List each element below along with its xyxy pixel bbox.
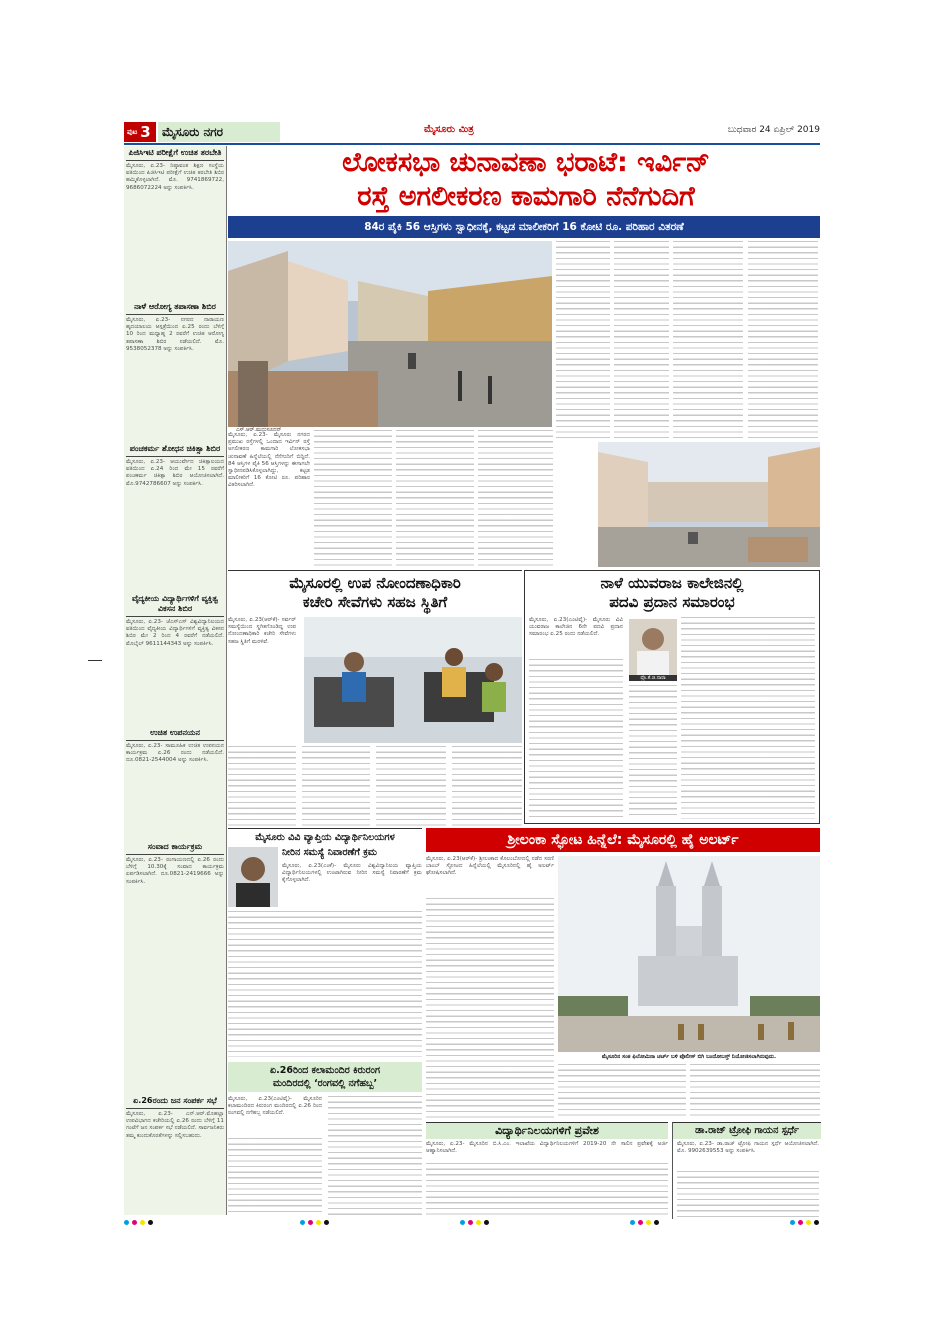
story-headline: ಡಾ.ರಾಜ್ ಟ್ರೋಫಿ ಗಾಯನ ಸ್ಪರ್ಧೆ bbox=[673, 1123, 821, 1139]
lead-body-column bbox=[556, 241, 610, 441]
story-body: ಮೈಸೂರು, ಏ.23(ಆರ್‌ಕೆ)- ಸರ್ವರ್ ಸಮಸ್ಯೆಯಿಂದ ಸ್ಥಗಿತಗೊಂಡಿದ್ದ ಉಪ ನೋಂದಣಾಧಿಕಾರಿ ಕಚೇರಿ ಸೇವೆಗಳು ಸಹಜ ಸ್ಥಿತಿಗೆ ಮರಳಿವೆ. bbox=[228, 617, 296, 645]
story-body-column bbox=[681, 617, 815, 819]
lead-body-column bbox=[314, 430, 392, 570]
lead-body-column bbox=[614, 241, 669, 441]
lead-headline-line1: ಲೋಕಸಭಾ ಚುನಾವಣಾ ಭರಾಟೆ: ಇರ್ವಿನ್ bbox=[342, 147, 710, 178]
sidebar-brief-title: ಸಂವಾದ ಕಾರ್ಯಕ್ರಮ bbox=[126, 842, 224, 855]
story-headline bbox=[228, 831, 422, 844]
lead-body-column bbox=[748, 241, 818, 441]
registration-marks bbox=[460, 1220, 489, 1225]
sidebar-brief-body: ಮೈಸೂರು, ಏ.23- ಆಯುರ್ವೇದ ಚಿಕಿತ್ಸಾಲಯದ ವತಿಯಿಂದ ಏ.24 ರಿಂದ ಮೇ 15 ರವರೆಗೆ ಪಂಚಕರ್ಮ ಚಿಕಿತ್ಸಾ ಶಿಬಿರ ಆಯೋಜಿಸಲಾಗಿದೆ. ಮೊ.9742786607 ಅನ್ನು ಸಂಪರ್ಕಿಸಿ. bbox=[126, 459, 224, 487]
story-trophy bbox=[672, 1122, 821, 1219]
story-body-column bbox=[328, 1096, 422, 1216]
lead-body-text: ಮೈಸೂರು, ಏ.23- ಮೈಸೂರು ನಗರದ ಪ್ರಮುಖ ರಸ್ತೆಗಳಲ್ಲಿ ಒಂದಾದ ಇರ್ವಿನ್ ರಸ್ತೆ ಅಗಲೀಕರಣ ಕಾಮಗಾರಿ ಲೋಕಸಭಾ ಚುನಾವಣೆ ಹಿನ್ನೆಲೆಯಲ್ಲಿ ನೆನೆಗುದಿಗೆ ಬಿದ್ದಿದೆ. 84 ಆಸ್ತಿಗಳ ಪೈಕಿ 56 ಆಸ್ತಿಗಳನ್ನು ಈಗಾಗಲೇ ಸ್ವಾಧೀನಪಡಿಸಿಕೊಳ್ಳಲಾಗಿದ್ದು, ಕಟ್ಟಡ ಮಾಲೀಕರಿಗೆ 16 ಕೋಟಿ ರೂ. ಪರಿಹಾರ ವಿತರಿಸಲಾಗಿದೆ. bbox=[228, 432, 310, 489]
story-photo-office bbox=[304, 617, 522, 743]
page-header bbox=[124, 122, 820, 144]
sidebar-brief-body: ಮೈಸೂರು, ಏ.23- ರಂಗಾಯಣದಲ್ಲಿ ಏ.26 ರಂದು ಬೆಳಿಗ್ಗೆ 10.30ಕ್ಕೆ ಸಂವಾದ ಕಾರ್ಯಕ್ರಮ ಏರ್ಪಡಿಸಲಾಗಿದೆ. ದೂ.0821-2419666 ಅನ್ನು ಸಂಪರ್ಕಿಸಿ. bbox=[126, 857, 224, 885]
sidebar-brief-title: ಪಿಜಿಸಿಇಟಿ ಪರೀಕ್ಷೆಗೆ ಉಚಿತ ತರಬೇತಿ bbox=[126, 148, 224, 161]
story-headline-line2: ನೀರಿನ ಸಮಸ್ಯೆ ನಿವಾರಣೆಗೆ ಕ್ರಮ bbox=[282, 847, 377, 858]
story-photo-church bbox=[558, 856, 820, 1052]
story-body: ಮೈಸೂರು, ಏ.23(ಆರ್‌ಕೆ)- ಶ್ರೀಲಂಕಾದ ಕೊಲಂಬೋದಲ್ಲಿ ನಡೆದ ಸರಣಿ ಬಾಂಬ್ ಸ್ಫೋಟದ ಹಿನ್ನೆಲೆಯಲ್ಲಿ ಮೈಸೂರಿನಲ್ಲಿ ಹೈ ಅಲರ್ಟ್ ಘೋಷಿಸಲಾಗಿದೆ. bbox=[426, 856, 554, 877]
story-yuvaraja bbox=[524, 570, 820, 824]
sidebar-brief-body: ಮೈಸೂರು, ಏ.23- ಎನ್.ಆರ್.ಮೊಹಲ್ಲಾ ಉಪವಿಭಾಗದ ಕಚೇರಿಯಲ್ಲಿ ಏ.26 ರಂದು ಬೆಳಿಗ್ಗೆ 11 ಗಂಟೆಗೆ ಜನ ಸಂಪರ್ಕ ಸಭೆ ನಡೆಯಲಿದೆ. ಸಾರ್ವಜನಿಕರು ತಮ್ಮ ಕುಂದುಕೊರತೆಗಳನ್ನು ಸಲ್ಲಿಸಬಹುದು. bbox=[126, 1111, 224, 1139]
sidebar-brief bbox=[126, 148, 224, 298]
page-number-badge bbox=[124, 122, 156, 142]
story-body-column bbox=[228, 746, 296, 826]
story-university bbox=[228, 828, 422, 1059]
story-headline bbox=[525, 574, 819, 612]
story-body-column bbox=[426, 1163, 668, 1217]
sidebar-brief-title: ಉಚಿತ ಉಪನಯನ bbox=[126, 728, 224, 741]
sidebar-brief bbox=[126, 728, 224, 838]
sidebar-brief bbox=[126, 1096, 224, 1212]
story-headline-line2: ಕಚೇರಿ ಸೇವೆಗಳು ಸಹಜ ಸ್ಥಿತಿಗೆ bbox=[302, 593, 448, 611]
sidebar-brief-title: ವೈದ್ಯಕೀಯ ವಿದ್ಯಾರ್ಥಿಗಳಿಗೆ ವ್ಯಕ್ತಿತ್ವ ವಿಕಸನ ಶಿಬಿರ bbox=[126, 594, 224, 617]
sidebar-brief-body: ಮೈಸೂರು, ಏ.23- ನಿಷ್ಠಾವಂತ ಶಿಕ್ಷಣ ಸಂಸ್ಥೆಯ ವತಿಯಿಂದ ಪಿಜಿಸಿಇಟಿ ಪರೀಕ್ಷೆಗೆ ಉಚಿತ ತರಬೇತಿ ಶಿಬಿರ ಹಮ್ಮಿಕೊಳ್ಳಲಾಗಿದೆ. ಮೊ. 9741869722, 9686072224 ಅನ್ನು ಸಂಪರ್ಕಿಸಿ. bbox=[126, 163, 224, 191]
sidebar-brief bbox=[126, 594, 224, 724]
story-headline: ವಿದ್ಯಾರ್ಥಿನಿಲಯಗಳಿಗೆ ಪ್ರವೇಶ bbox=[426, 1123, 668, 1139]
story-headline-line1: ಏ.26ರಿಂದ ಕಲಾಮಂದಿರ ಕಿರುರಂಗ bbox=[270, 1065, 380, 1076]
lead-headline-line2: ರಸ್ತೆ ಅಗಲೀಕರಣ ಕಾಮಗಾರಿ ನೆನೆಗುದಿಗೆ bbox=[357, 181, 695, 212]
story-body-column bbox=[228, 1138, 322, 1216]
story-portrait bbox=[629, 619, 677, 675]
registration-marks bbox=[124, 1220, 153, 1225]
story-srilanka-headline: ಶ್ರೀಲಂಕಾ ಸ್ಫೋಟ ಹಿನ್ನೆಲೆ: ಮೈಸೂರಲ್ಲಿ ಹೈ ಅಲರ್ಟ್ bbox=[426, 828, 820, 852]
registration-marks bbox=[630, 1220, 659, 1225]
story-hostel bbox=[426, 1122, 668, 1219]
lead-photo-road bbox=[228, 241, 552, 427]
lead-body bbox=[228, 432, 310, 570]
portrait-caption: ಪ್ರೊ.ಕೆ.ಜಿ.ನಾರಾ bbox=[629, 675, 677, 681]
story-body-column bbox=[426, 898, 554, 1120]
sidebar-brief-body: ಮೈಸೂರು, ಏ.23- ಜೆಎಸ್‌ಎಸ್ ವಿಶ್ವವಿದ್ಯಾನಿಲಯದ ವತಿಯಿಂದ ವೈದ್ಯಕೀಯ ವಿದ್ಯಾರ್ಥಿಗಳಿಗೆ ವ್ಯಕ್ತಿತ್ವ ವಿಕಸನ ಶಿಬಿರ ಮೇ 2 ರಿಂದ 4 ರವರೆಗೆ ನಡೆಯಲಿದೆ. ಮೊಬೈಲ್ 9611144343 ಅನ್ನು ಸಂಪರ್ಕಿಸಿ. bbox=[126, 619, 224, 647]
story-headline-line1: ಮೈಸೂರು ವಿವಿ ವ್ಯಾಪ್ತಿಯ ವಿದ್ಯಾರ್ಥಿನಿಲಯಗಳ bbox=[255, 832, 395, 843]
story-headline-line2: ಮಂದಿರದಲ್ಲಿ ‘ರಂಗವಲ್ಲಿ ನಗೆಹಬ್ಬ’ bbox=[272, 1078, 378, 1089]
lead-body-column bbox=[478, 430, 553, 570]
photo-credit: ಎಸ್.ಆರ್.ಮಧುಸೂದನ್ bbox=[236, 427, 282, 433]
story-body: ಮೈಸೂರು, ಏ.23(ಎಂಕೆ)- ಮೈಸೂರು ವಿಶ್ವವಿದ್ಯಾನಿಲಯ ವ್ಯಾಪ್ತಿಯ ವಿದ್ಯಾರ್ಥಿನಿಲಯಗಳಲ್ಲಿ ಉಂಟಾಗಿರುವ ನೀರಿನ ಸಮಸ್ಯೆ ನಿವಾರಣೆಗೆ ಕ್ರಮ ಕೈಗೊಳ್ಳಲಾಗಿದೆ. bbox=[282, 863, 422, 884]
story-body-column bbox=[690, 1064, 820, 1120]
story-headline-line1: ಮೈಸೂರಲ್ಲಿ ಉಪ ನೋಂದಣಾಧಿಕಾರಿ bbox=[289, 574, 461, 592]
sidebar-brief bbox=[126, 842, 224, 1092]
sidebar-brief bbox=[126, 444, 224, 592]
registration-marks bbox=[300, 1220, 329, 1225]
story-body-column bbox=[302, 746, 370, 826]
story-headline-line1: ನಾಳೆ ಯುವರಾಜ ಕಾಲೇಜಿನಲ್ಲಿ bbox=[600, 574, 744, 592]
story-portrait bbox=[228, 847, 278, 907]
lead-photo-street bbox=[598, 442, 820, 567]
sidebar-brief-body: ಮೈಸೂರು, ಏ.23- ನಗರದ ನಾರಾಯಣ ಹೃದಯಾಲಯ ಆಸ್ಪತ್ರೆಯಿಂದ ಏ.25 ರಂದು ಬೆಳಿಗ್ಗೆ 10 ರಿಂದ ಮಧ್ಯಾಹ್ನ 2 ರವರೆಗೆ ಉಚಿತ ಆರೋಗ್ಯ ತಪಾಸಣಾ ಶಿಬಿರ ನಡೆಯಲಿದೆ. ಮೊ. 9538052378 ಅನ್ನು ಸಂಪರ್ಕಿಸಿ. bbox=[126, 317, 224, 352]
story-body: ಮೈಸೂರು, ಏ.23- ಮೈಸೂರಿನ ಬಿ.ಸಿ.ಎಂ. ಇಲಾಖೆಯ ವಿದ್ಯಾರ್ಥಿನಿಲಯಗಳಿಗೆ 2019-20 ನೇ ಸಾಲಿನ ಪ್ರವೇಶಕ್ಕೆ ಅರ್ಜಿ ಆಹ್ವಾನಿಸಲಾಗಿದೆ. bbox=[426, 1141, 668, 1155]
story-headline bbox=[228, 1062, 422, 1092]
sidebar-brief-title: ನಾಳೆ ಆರೋಗ್ಯ ತಪಾಸಣಾ ಶಿಬಿರ bbox=[126, 302, 224, 315]
header-rule bbox=[124, 143, 820, 145]
lead-headline bbox=[232, 146, 820, 214]
story-headline bbox=[228, 574, 522, 612]
registration-marks bbox=[790, 1220, 819, 1225]
section-label: ಮೈಸೂರು ನಗರ bbox=[158, 122, 280, 142]
sidebar-brief-title: ಪಂಚಕರ್ಮ ಶೋಧನ ಚಿಕಿತ್ಸಾ ಶಿಬಿರ bbox=[126, 444, 224, 457]
photo-caption: ಮೈಸೂರಿನ ಸಂತ ಫಿಲೋಮಿನಾ ಚರ್ಚ್ ಬಳಿ ಪೊಲೀಸ್ ಬಿಗಿ ಬಂದೋಬಸ್ತ್ ನಿಯೋಜಿಸಲಾಗಿರುವುದು. bbox=[601, 1054, 777, 1060]
story-body: ಮೈಸೂರು, ಏ.23- ಡಾ.ರಾಜ್ ಟ್ರೋಫಿ ಗಾಯನ ಸ್ಪರ್ಧೆ ಆಯೋಜಿಸಲಾಗಿದೆ. ಮೊ. 9902639553 ಅನ್ನು ಸಂಪರ್ಕಿಸಿ. bbox=[677, 1141, 819, 1155]
sidebar bbox=[124, 146, 227, 1215]
story-body-column bbox=[228, 911, 422, 1057]
story-body: ಮೈಸೂರು, ಏ.23(ಎಂಟಿವೈ)- ಮೈಸೂರಿನ ಕಲಾಮಂದಿರದ ಕಿರುರಂಗ ಮಂದಿರದಲ್ಲಿ ಏ.26 ರಿಂದ ರಂಗವಲ್ಲಿ ನಗೆಹಬ್ಬ ನಡೆಯಲಿದೆ. bbox=[228, 1096, 322, 1117]
story-body-column bbox=[677, 1171, 819, 1217]
story-body-column bbox=[529, 659, 623, 819]
story-headline-line2: ಪದವಿ ಪ್ರದಾನ ಸಮಾರಂಭ bbox=[609, 593, 735, 611]
story-body-column bbox=[629, 685, 677, 819]
story-body-column bbox=[452, 746, 522, 826]
lead-body-column bbox=[396, 430, 474, 570]
story-sub-registrar bbox=[228, 570, 522, 831]
story-body-column bbox=[558, 1064, 686, 1120]
lead-body-column bbox=[673, 241, 743, 441]
sidebar-brief-title: ಏ.26ರಂದು ಜನ ಸಂಪರ್ಕ ಸಭೆ bbox=[126, 1096, 224, 1109]
paper-name: ಮೈಸೂರು ಮಿತ್ರ bbox=[424, 124, 474, 135]
sidebar-brief bbox=[126, 302, 224, 442]
story-body-column bbox=[376, 746, 446, 826]
margin-tick bbox=[88, 660, 102, 661]
page-number: 3 bbox=[140, 123, 151, 141]
sidebar-brief-body: ಮೈಸೂರು, ಏ.23- ಸಾಮೂಹಿಕ ಉಚಿತ ಉಪನಯನ ಕಾರ್ಯಕ್ರಮ ಏ.26 ರಂದು ನಡೆಯಲಿದೆ. ದೂ.0821-2544004 ಅನ್ನು ಸಂಪರ್ಕಿಸಿ. bbox=[126, 743, 224, 764]
lead-subhead: 84ರ ಪೈಕಿ 56 ಆಸ್ತಿಗಳು ಸ್ವಾಧೀನಕ್ಕೆ, ಕಟ್ಟಡ ಮಾಲೀಕರಿಗೆ 16 ಕೋಟಿ ರೂ. ಪರಿಹಾರ ವಿತರಣೆ bbox=[228, 216, 820, 238]
story-rangavalli bbox=[228, 1062, 422, 1218]
page-number-label: ಪುಟ bbox=[127, 127, 138, 136]
issue-date: ಬುಧವಾರ 24 ಏಪ್ರಿಲ್ 2019 bbox=[727, 125, 820, 135]
story-body: ಮೈಸೂರು, ಏ.23(ಎಂಟಿವೈ)- ಮೈಸೂರು ವಿವಿ ಯುವರಾಜ ಕಾಲೇಜಿನ 6ನೇ ಪದವಿ ಪ್ರದಾನ ಸಮಾರಂಭ ಏ.25 ರಂದು ನಡೆಯಲಿದೆ. bbox=[529, 617, 623, 638]
